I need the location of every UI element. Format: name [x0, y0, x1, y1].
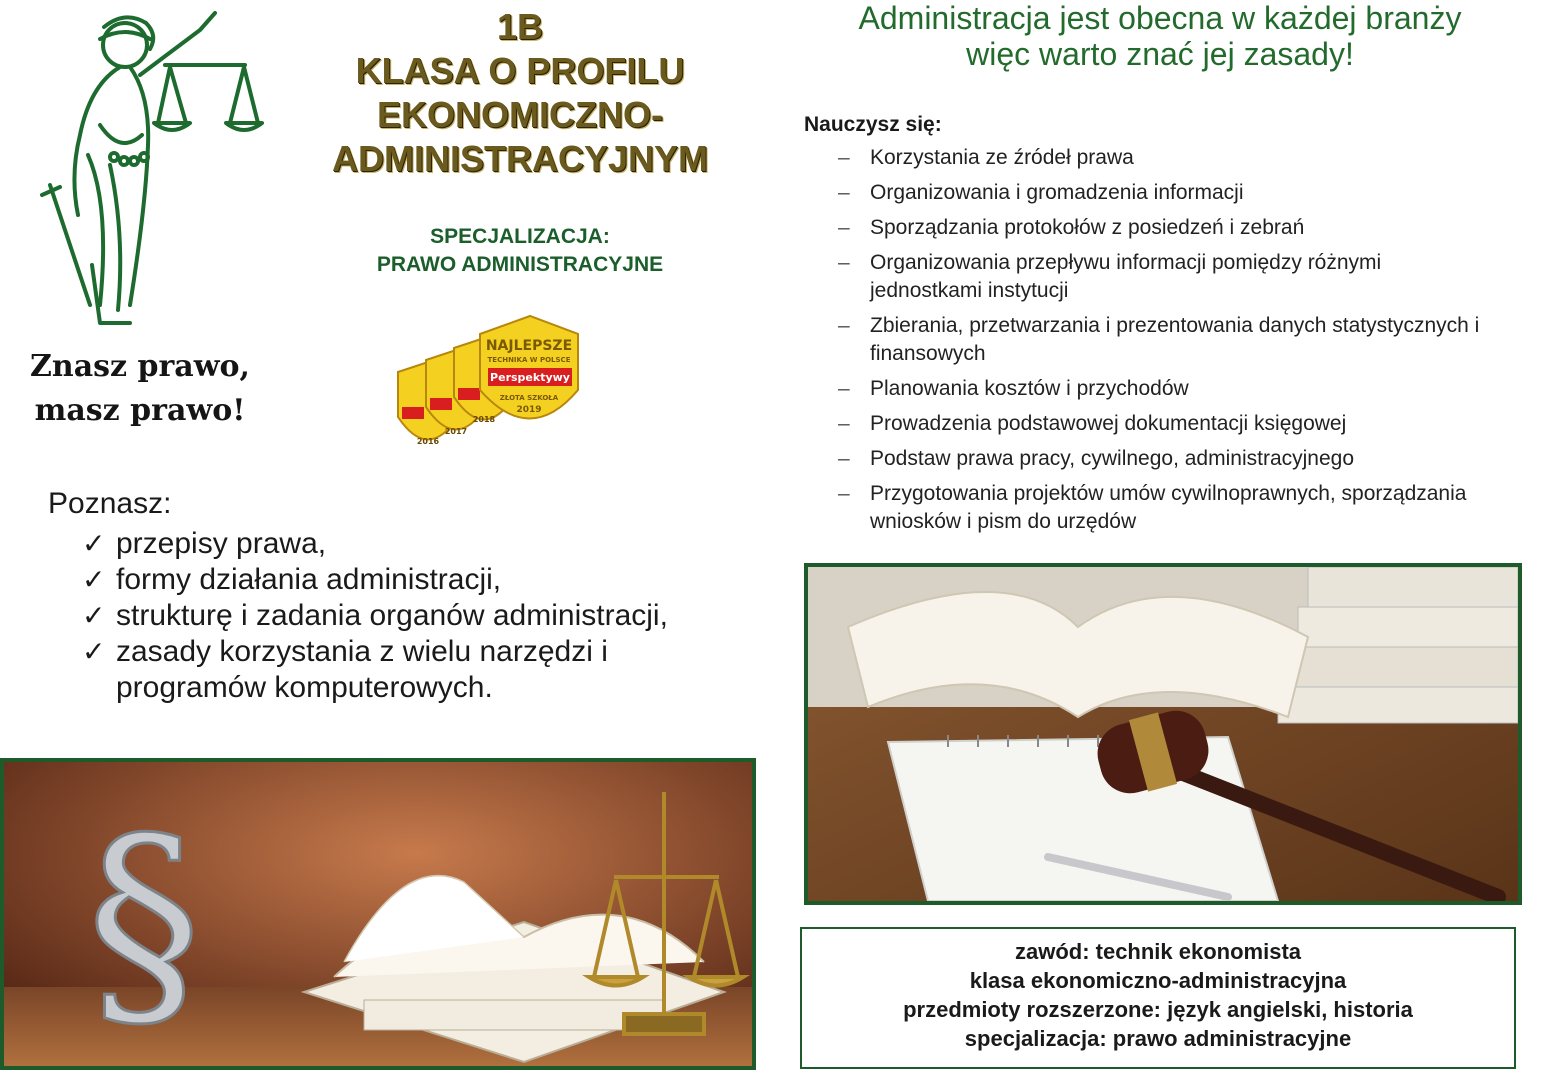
svg-text:2017: 2017 [444, 427, 468, 436]
dash-icon: – [838, 216, 850, 239]
list-item: – Przygotowania projektów umów cywilnoprawnych, sporządzania wniosków i pism do urzędów [804, 480, 1524, 536]
info-box [800, 927, 1516, 1069]
title-block [300, 5, 740, 279]
headline-line-2: więc warto znać jej zasady! [966, 36, 1354, 72]
list-item: ✓ przepisy prawa, [82, 527, 327, 560]
dash-icon: – [838, 377, 850, 400]
poznasz-heading: Poznasz: [48, 487, 172, 520]
badge-2019 [480, 316, 578, 419]
checkmark-icon: ✓ [82, 528, 106, 559]
dash-icon: – [838, 482, 850, 505]
dash-icon: – [838, 447, 850, 470]
law-book-illustration [4, 762, 752, 1066]
info-line-2: klasa ekonomiczno-administracyjna [969, 968, 1347, 993]
checkmark-icon: ✓ [82, 564, 106, 595]
photo-gavel [804, 563, 1522, 905]
title-line-3: ADMINISTRACYJNYM [331, 138, 708, 179]
gavel-illustration [808, 567, 1518, 901]
list-item: – Sporządzania protokołów z posiedzeń i zebrań [804, 214, 1524, 242]
learn-list [804, 144, 1524, 536]
svg-text:NAJLEPSZE: NAJLEPSZE [485, 338, 573, 354]
class-code: 1B [496, 6, 544, 47]
info-line-3: przedmioty rozszerzone: język angielski, historia [903, 997, 1413, 1022]
list-item: ✓ zasady korzystania z wielu narzędzi i programów komputerowych. [82, 635, 608, 704]
learn-heading: Nauczysz się: [804, 113, 942, 136]
motto-line-2: masz prawo! [34, 393, 246, 428]
info-line-4: specjalizacja: prawo administracyjne [964, 1026, 1352, 1051]
svg-text:TECHNIKA W POLSCE: TECHNIKA W POLSCE [487, 356, 571, 364]
section-sign-icon: § [86, 790, 202, 1057]
checkmark-icon: ✓ [82, 600, 106, 631]
list-item: – Podstaw prawa pracy, cywilnego, administracyjnego [804, 445, 1524, 473]
checkmark-icon: ✓ [82, 636, 106, 667]
list-item: – Korzystania ze źródeł prawa [804, 144, 1524, 172]
specialization [300, 223, 740, 279]
svg-text:Perspektywy: Perspektywy [490, 371, 570, 384]
dash-icon: – [838, 146, 850, 169]
motto [20, 345, 260, 433]
award-badges [388, 312, 588, 462]
list-item: – Planowania kosztów i przychodów [804, 375, 1524, 403]
spec-value: PRAWO ADMINISTRACYJNE [376, 253, 664, 276]
headline [830, 0, 1490, 72]
list-item: – Zbierania, przetwarzania i prezentowania danych statystycznych i finansowych [804, 312, 1524, 368]
photo-law-book [0, 758, 756, 1070]
svg-text:ZŁOTA SZKOŁA: ZŁOTA SZKOŁA [499, 394, 559, 402]
lady-justice-icon [30, 5, 270, 325]
dash-icon: – [838, 412, 850, 435]
dash-icon: – [838, 314, 850, 337]
list-item: – Organizowania i gromadzenia informacji [804, 179, 1524, 207]
title-line-1: KLASA O PROFILU [355, 50, 685, 91]
motto-line-1: Znasz prawo, [29, 349, 251, 384]
poznasz-section [48, 486, 748, 706]
headline-line-1: Administracja jest obecna w każdej branży [858, 0, 1462, 36]
title-line-2: EKONOMICZNO- [377, 94, 663, 135]
dash-icon: – [838, 251, 850, 274]
dash-icon: – [838, 181, 850, 204]
poznasz-list [48, 526, 748, 706]
svg-text:2018: 2018 [472, 415, 496, 424]
spec-label: SPECJALIZACJA: [430, 225, 610, 248]
list-item: – Prowadzenia podstawowej dokumentacji księgowej [804, 410, 1524, 438]
list-item: ✓ formy działania administracji, [82, 563, 502, 596]
svg-text:2019: 2019 [516, 405, 542, 415]
info-line-1: zawód: technik ekonomista [1014, 939, 1302, 964]
list-item: ✓ strukturę i zadania organów administracji, [82, 599, 668, 632]
svg-text:2016: 2016 [416, 437, 440, 446]
list-item: – Organizowania przepływu informacji pomiędzy różnymi jednostkami instytucji [804, 249, 1524, 305]
learn-section [804, 112, 1524, 543]
